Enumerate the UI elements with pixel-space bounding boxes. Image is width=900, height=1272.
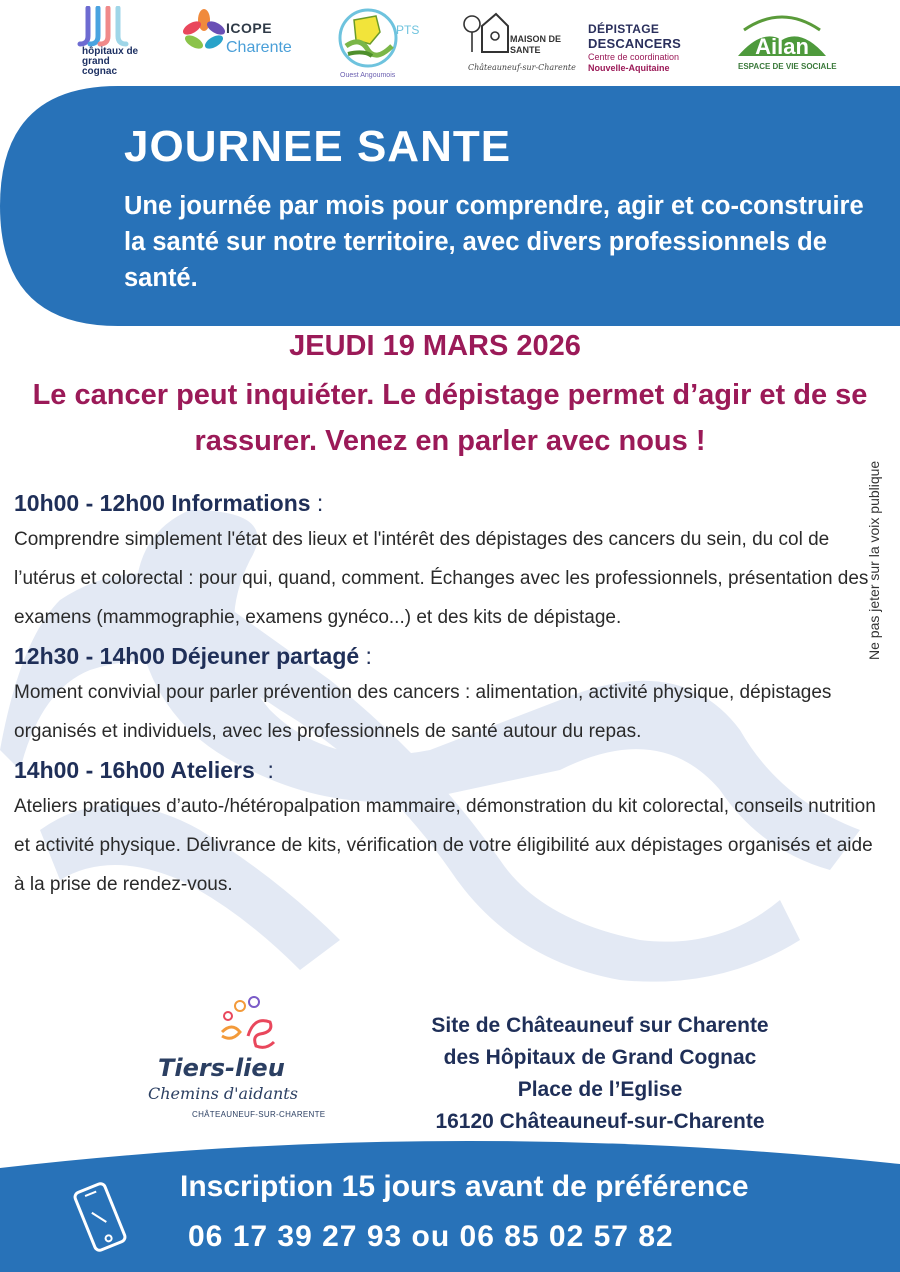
event-headline: Le cancer peut inquiéter. Le dépistage permet d’agir et de se rassurer. Venez en parler avec nous ! xyxy=(32,379,868,457)
logo-icope-charente xyxy=(180,6,300,76)
logo-tiers-lieu xyxy=(140,996,370,1126)
tiers-lieu-name: Tiers-lieu xyxy=(158,1054,285,1082)
venue-address xyxy=(380,1010,820,1138)
ailan-name: Ailan xyxy=(755,34,809,59)
session-time-title: 14h00 - 16h00 Ateliers xyxy=(14,757,255,783)
address-line2: des Hôpitaux de Grand Cognac xyxy=(443,1046,757,1069)
session-ateliers xyxy=(14,753,884,904)
ailan-caption: ESPACE DE VIE SOCIALE xyxy=(738,62,837,71)
logo-ailan xyxy=(732,6,848,76)
tiers-lieu-mark-icon xyxy=(212,996,292,1052)
logo-maison-de-sante xyxy=(462,6,576,80)
registration-note: Inscription 15 jours avant de préférence xyxy=(180,1170,749,1203)
session-description: Comprendre simplement l'état des lieux et l'intérêt des dépistages des cancers du sein, du col de l’utérus et colorectal : pour qui, quand, comment. Échanges avec les professionnels, présentation des examens (mammographie, examens gynéco...) et des kits de dépistage. xyxy=(14,529,869,628)
session-description: Ateliers pratiques d’auto-/hétéropalpation mammaire, démonstration du kit colorectal, conseils nutrition et activité physique. Délivrance de kits, vérification de votre éligibilité aux dépistages organisés et aide à la prise de rendez-vous. xyxy=(14,796,876,895)
tiers-lieu-place: CHÂTEAUNEUF-SUR-CHARENTE xyxy=(192,1110,326,1119)
session-heading xyxy=(14,639,884,673)
session-colon: : xyxy=(310,490,324,516)
registration-footer xyxy=(0,1134,900,1272)
pts-caption: Ouest Angoumois xyxy=(340,72,396,79)
hgc-logo-text: hôpitaux de grand cognac xyxy=(82,46,139,77)
program-schedule xyxy=(14,486,884,906)
session-informations xyxy=(14,486,884,637)
house-tree-icon xyxy=(462,6,510,58)
phone-numbers: 06 17 39 27 93 ou 06 85 02 57 82 xyxy=(188,1220,674,1253)
logo-pts-ouest-angoumois xyxy=(336,6,420,84)
address-line3: Place de l’Eglise xyxy=(517,1078,683,1101)
depistage-line4: Nouvelle-Aquitaine xyxy=(588,63,670,73)
page-title: JOURNEE SANTE xyxy=(124,122,512,171)
disposal-notice: Ne pas jeter sur la voix publique xyxy=(866,460,882,660)
session-dejeuner xyxy=(14,639,884,751)
session-colon: : xyxy=(359,643,372,669)
icope-title: ICOPE xyxy=(226,20,273,36)
title-banner xyxy=(0,86,900,330)
icope-subtitle: Charente xyxy=(226,39,292,56)
page-subtitle: Une journée par mois pour comprendre, agir et co-construire la santé sur notre territoire, avec divers professionnels de santé. xyxy=(124,192,864,292)
smartphone-icon xyxy=(60,1182,140,1252)
depistage-line3: Centre de coordination xyxy=(588,52,680,62)
map-hands-icon xyxy=(336,6,400,70)
session-description: Moment convivial pour parler prévention des cancers : alimentation, activité physique, dépistages organisés et individuels, avec les professionnels de santé autour du repas. xyxy=(14,682,832,742)
depistage-line1: DÉPISTAGE xyxy=(588,22,660,36)
msp-name: MAISON DE SANTE xyxy=(510,34,562,55)
pts-letters: PTS xyxy=(396,23,420,37)
depistage-line2: DESCANCERS xyxy=(588,36,682,51)
session-time-title: 12h30 - 14h00 Déjeuner partagé xyxy=(14,643,360,669)
logo-hopitaux-grand-cognac xyxy=(76,6,152,84)
flower-icon xyxy=(180,6,228,56)
session-heading xyxy=(14,753,884,787)
hgc-mark-icon xyxy=(76,6,136,50)
address-line1: Site de Châteauneuf sur Charente xyxy=(431,1014,769,1037)
event-date: JEUDI 19 MARS 2026 xyxy=(289,330,581,362)
session-heading xyxy=(14,486,884,520)
partner-logos-row xyxy=(0,0,900,84)
logo-depistage-des-cancers xyxy=(588,6,708,76)
address-line4: 16120 Châteauneuf-sur-Charente xyxy=(435,1110,765,1133)
session-time-title: 10h00 - 12h00 Informations xyxy=(14,490,311,516)
msp-place: Châteauneuf-sur-Charente xyxy=(468,63,576,72)
ailan-hill-icon xyxy=(732,6,832,60)
session-colon: : xyxy=(254,757,274,783)
tiers-lieu-tagline: Chemins d'aidants xyxy=(148,1084,298,1103)
